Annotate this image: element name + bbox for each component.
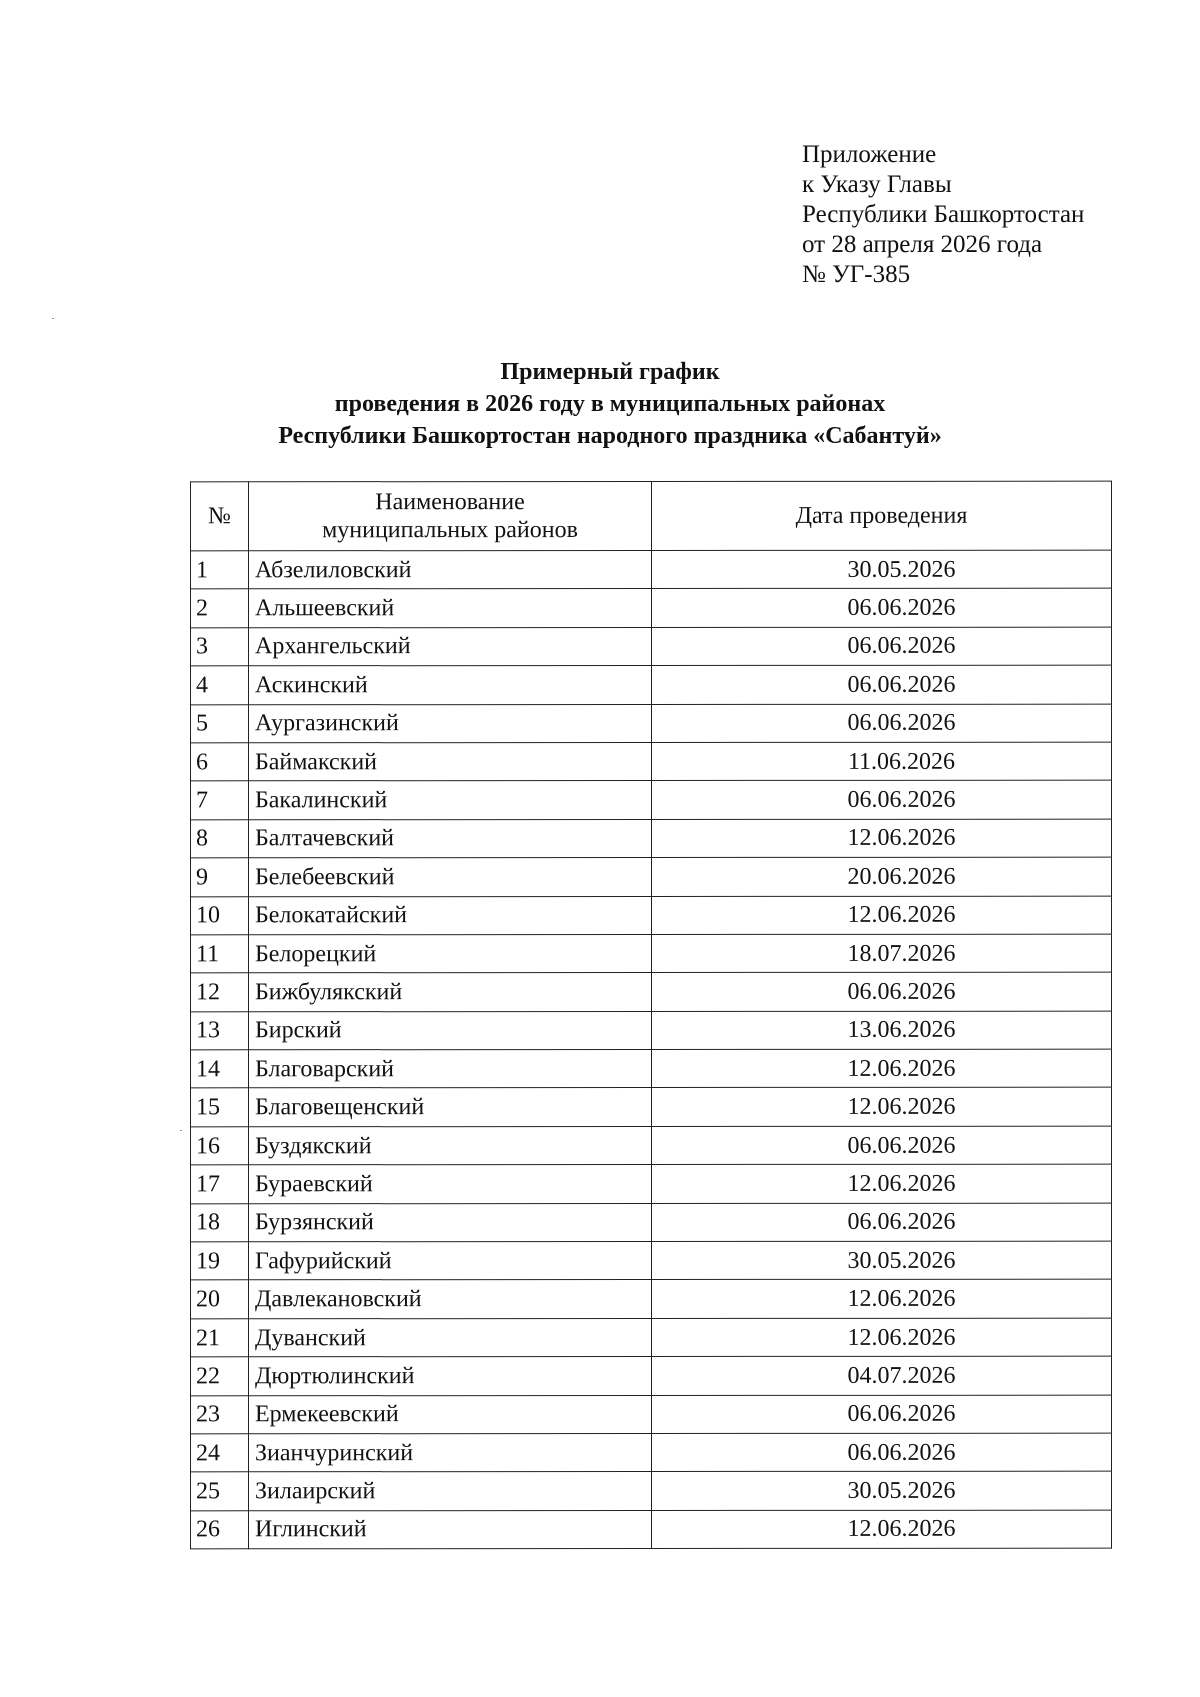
district-name: Архангельский <box>249 627 652 666</box>
event-date: 06.06.2026 <box>652 627 1112 666</box>
row-number: 2 <box>191 589 249 627</box>
table-row <box>191 857 1112 896</box>
row-number: 24 <box>191 1434 249 1472</box>
event-date: 12.06.2026 <box>652 1164 1112 1203</box>
table-row <box>191 1049 1112 1088</box>
row-number: 13 <box>191 1011 249 1049</box>
event-date: 20.06.2026 <box>652 857 1112 896</box>
row-number: 9 <box>191 858 249 896</box>
row-number: 6 <box>191 743 249 781</box>
appendix-block <box>802 140 1084 290</box>
table-row <box>191 972 1112 1011</box>
row-number: 1 <box>191 551 249 589</box>
schedule-table <box>190 481 1112 1550</box>
row-number: 11 <box>191 935 249 973</box>
row-number: 26 <box>191 1511 249 1549</box>
district-name: Аургазинский <box>249 704 652 743</box>
document-title <box>190 356 1030 452</box>
row-number: 3 <box>191 628 249 666</box>
event-date: 06.06.2026 <box>652 972 1112 1011</box>
title-line: Примерный график <box>500 359 720 385</box>
event-date: 06.06.2026 <box>652 1203 1112 1242</box>
district-name: Ермекеевский <box>249 1395 652 1434</box>
event-date: 04.07.2026 <box>652 1356 1112 1395</box>
table-row <box>191 627 1112 666</box>
event-date: 12.06.2026 <box>652 1318 1112 1357</box>
event-date: 12.06.2026 <box>652 896 1112 935</box>
table-row <box>191 1510 1112 1549</box>
district-name: Баймакский <box>249 742 652 781</box>
table-row <box>191 1011 1112 1050</box>
event-date: 06.06.2026 <box>652 1433 1112 1472</box>
district-name: Зилаирский <box>249 1472 652 1511</box>
table-row <box>191 1472 1112 1511</box>
table-row <box>191 819 1112 858</box>
table-row <box>191 550 1112 589</box>
table-row <box>191 742 1112 781</box>
table-row <box>191 1395 1112 1434</box>
event-date: 30.05.2026 <box>652 550 1112 589</box>
event-date: 18.07.2026 <box>652 934 1112 973</box>
row-number: 7 <box>191 781 249 819</box>
event-date: 12.06.2026 <box>652 1088 1112 1127</box>
district-name: Бирский <box>249 1011 652 1050</box>
event-date: 06.06.2026 <box>652 1126 1112 1165</box>
row-number: 5 <box>191 704 249 742</box>
event-date: 12.06.2026 <box>652 1280 1112 1319</box>
row-number: 22 <box>191 1357 249 1395</box>
table-row <box>191 1433 1112 1472</box>
row-number: 19 <box>191 1242 249 1280</box>
appendix-line: № УГ-385 <box>802 261 911 288</box>
table-row <box>191 589 1112 628</box>
event-date: 06.06.2026 <box>652 1395 1112 1434</box>
district-name: Иглинский <box>249 1510 652 1549</box>
district-name: Дюртюлинский <box>249 1357 652 1396</box>
table-row <box>191 1088 1112 1127</box>
appendix-line: от 28 апреля 2026 года <box>802 231 1043 258</box>
table-row <box>191 1280 1112 1319</box>
district-name: Гафурийский <box>249 1242 652 1281</box>
row-number: 17 <box>191 1165 249 1203</box>
table-row <box>191 934 1112 973</box>
row-number: 10 <box>191 896 249 934</box>
row-number: 4 <box>191 666 249 704</box>
event-date: 12.06.2026 <box>652 1049 1112 1088</box>
event-date: 30.05.2026 <box>652 1241 1112 1280</box>
district-name: Дуванский <box>249 1318 652 1357</box>
event-date: 06.06.2026 <box>652 589 1112 628</box>
table-row <box>191 896 1112 935</box>
district-name: Бураевский <box>249 1165 652 1204</box>
row-number: 18 <box>191 1203 249 1241</box>
schedule-table-wrapper <box>190 481 1111 1550</box>
row-number: 16 <box>191 1127 249 1165</box>
table-row <box>191 781 1112 820</box>
district-name: Балтачевский <box>249 819 652 858</box>
table-row <box>191 1164 1112 1203</box>
title-line: Республики Башкортостан народного праздника «Сабантуй» <box>278 423 942 449</box>
event-date: 12.06.2026 <box>652 819 1112 858</box>
table-body <box>191 550 1112 1549</box>
district-name: Бижбулякский <box>249 973 652 1012</box>
row-number: 25 <box>191 1472 249 1510</box>
district-name: Буздякский <box>249 1126 652 1165</box>
row-number: 8 <box>191 820 249 858</box>
event-date: 12.06.2026 <box>652 1510 1112 1549</box>
header-num: № <box>191 482 249 551</box>
district-name: Аскинский <box>249 666 652 705</box>
district-name: Белокатайский <box>249 896 652 935</box>
district-name: Белебеевский <box>249 858 652 897</box>
row-number: 14 <box>191 1050 249 1088</box>
district-name: Зианчуринский <box>249 1433 652 1472</box>
district-name: Абзелиловский <box>249 550 652 589</box>
header-row <box>191 481 1112 551</box>
row-number: 21 <box>191 1319 249 1357</box>
district-name: Альшеевский <box>249 589 652 628</box>
row-number: 23 <box>191 1395 249 1433</box>
header-date: Дата проведения <box>652 481 1112 550</box>
table-row <box>191 1203 1112 1242</box>
scan-speck <box>180 1130 182 1131</box>
event-date: 13.06.2026 <box>652 1011 1112 1050</box>
district-name: Давлекановский <box>249 1280 652 1319</box>
event-date: 06.06.2026 <box>652 704 1112 743</box>
header-name-line: Наименование <box>375 489 525 516</box>
table-row <box>191 1356 1112 1395</box>
district-name: Белорецкий <box>249 934 652 973</box>
title-line: проведения в 2026 году в муниципальных районах <box>334 391 886 417</box>
district-name: Бакалинский <box>249 781 652 820</box>
district-name: Бурзянский <box>249 1203 652 1242</box>
row-number: 20 <box>191 1280 249 1318</box>
table-header <box>191 481 1112 551</box>
event-date: 11.06.2026 <box>652 742 1112 781</box>
row-number: 15 <box>191 1088 249 1126</box>
table-row <box>191 665 1112 704</box>
table-row <box>191 1126 1112 1165</box>
event-date: 06.06.2026 <box>652 665 1112 704</box>
event-date: 30.05.2026 <box>652 1472 1112 1511</box>
header-name-line: муниципальных районов <box>322 517 578 544</box>
appendix-line: Республики Башкортостан <box>802 201 1085 228</box>
table-row <box>191 704 1112 743</box>
district-name: Благовещенский <box>249 1088 652 1127</box>
scan-speck <box>52 318 54 319</box>
table-row <box>191 1318 1112 1357</box>
header-name <box>249 481 652 550</box>
event-date: 06.06.2026 <box>652 781 1112 820</box>
appendix-line: к Указу Главы <box>802 171 952 198</box>
row-number: 12 <box>191 973 249 1011</box>
district-name: Благоварский <box>249 1050 652 1089</box>
table-row <box>191 1241 1112 1280</box>
appendix-line: Приложение <box>802 141 937 168</box>
